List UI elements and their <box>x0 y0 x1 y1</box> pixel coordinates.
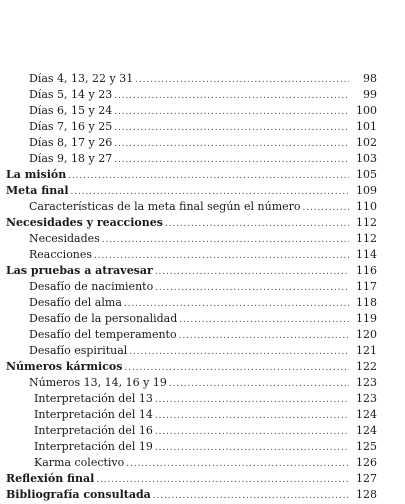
toc-page-number: 110 <box>356 200 377 213</box>
dot-leader <box>124 360 349 376</box>
toc-page-number: 124 <box>356 408 377 421</box>
toc-page-number: 101 <box>356 120 377 133</box>
toc-entry-title: Interpretación del 14 <box>34 408 153 421</box>
toc-entry-title: Necesidades y reacciones <box>6 216 163 229</box>
dot-leader <box>155 440 349 456</box>
toc-subsection-entry[interactable] <box>6 119 377 135</box>
toc-page-number: 102 <box>356 136 377 149</box>
toc-page-number: 123 <box>356 376 377 389</box>
toc-page-number: 128 <box>356 488 377 501</box>
toc-subsection-entry[interactable] <box>6 135 377 151</box>
dot-leader <box>129 344 349 360</box>
toc-page-number: 112 <box>356 232 377 245</box>
toc-page-number: 127 <box>356 472 377 485</box>
toc-entry-title: Desafío del temperamento <box>29 328 177 341</box>
toc-subsection-entry[interactable] <box>6 407 377 423</box>
toc-subsection-entry[interactable] <box>6 231 377 247</box>
toc-entry-title: La misión <box>6 168 67 181</box>
toc-subsection-entry[interactable] <box>6 311 377 327</box>
dot-leader <box>169 376 349 392</box>
dot-leader <box>155 392 349 408</box>
toc-entry-title: Desafío del alma <box>29 296 122 309</box>
dot-leader <box>114 136 349 152</box>
toc-page-number: 117 <box>356 280 377 293</box>
toc-entry-title: Karma colectivo <box>34 456 125 469</box>
toc-page-number: 98 <box>363 72 377 85</box>
toc-subsection-entry[interactable] <box>6 103 377 119</box>
toc-entry-title: Días 9, 18 y 27 <box>29 152 113 165</box>
toc-entry-title: Desafío de la personalidad <box>29 312 178 325</box>
toc-subsection-entry[interactable] <box>6 295 377 311</box>
toc-entry-title: Necesidades <box>29 232 100 245</box>
toc-section-entry[interactable] <box>6 183 377 199</box>
toc-subsection-entry[interactable] <box>6 375 377 391</box>
toc-subsection-entry[interactable] <box>6 87 377 103</box>
toc-entry-title: Números 13, 14, 16 y 19 <box>29 376 167 389</box>
toc-page-number: 112 <box>356 216 377 229</box>
toc-entry-title: Interpretación del 16 <box>34 424 153 437</box>
toc-entry-title: Números kármicos <box>6 360 123 373</box>
dot-leader <box>96 472 349 488</box>
toc-subsection-entry[interactable] <box>6 327 377 343</box>
toc-subsection-entry[interactable] <box>6 71 377 87</box>
toc-entry-title: Bibliografía consultada <box>6 488 151 501</box>
toc-subsection-entry[interactable] <box>6 151 377 167</box>
toc-subsection-entry[interactable] <box>6 455 377 471</box>
dot-leader <box>102 232 349 248</box>
toc-subsection-entry[interactable] <box>6 423 377 439</box>
dot-leader <box>153 488 349 504</box>
dot-leader <box>155 424 349 440</box>
toc-page-number: 122 <box>356 360 377 373</box>
toc-section-entry[interactable] <box>6 215 377 231</box>
toc-entry-title: Interpretación del 13 <box>34 392 153 405</box>
toc-entry-title: Días 7, 16 y 25 <box>29 120 113 133</box>
toc-page-number: 100 <box>356 104 377 117</box>
toc-page-number: 121 <box>356 344 377 357</box>
toc-section-entry[interactable] <box>6 263 377 279</box>
toc-entry-title: Días 6, 15 y 24 <box>29 104 113 117</box>
toc-entry-title: Reacciones <box>29 248 93 261</box>
toc-entry-title: Reflexión final <box>6 472 95 485</box>
toc-page-number: 105 <box>356 168 377 181</box>
toc-subsection-entry[interactable] <box>6 343 377 359</box>
dot-leader <box>179 312 349 328</box>
toc-section-entry[interactable] <box>6 167 377 183</box>
dot-leader <box>114 88 349 104</box>
toc-subsection-entry[interactable] <box>6 439 377 455</box>
toc-entry-title: Días 8, 17 y 26 <box>29 136 113 149</box>
toc-page-number: 125 <box>356 440 377 453</box>
toc-page-number: 126 <box>356 456 377 469</box>
toc-section-entry[interactable] <box>6 471 377 487</box>
dot-leader <box>303 200 349 216</box>
toc-page-number: 99 <box>363 88 377 101</box>
toc-entry-title: Interpretación del 19 <box>34 440 153 453</box>
dot-leader <box>155 280 349 296</box>
toc-page-number: 124 <box>356 424 377 437</box>
toc-subsection-entry[interactable] <box>6 247 377 263</box>
toc-subsection-entry[interactable] <box>6 391 377 407</box>
dot-leader <box>179 328 349 344</box>
toc-entry-title: Características de la meta final según el número <box>29 200 301 213</box>
toc-page-number: 123 <box>356 392 377 405</box>
toc-subsection-entry[interactable] <box>6 279 377 295</box>
toc-section-entry[interactable] <box>6 487 377 503</box>
dot-leader <box>155 264 349 280</box>
dot-leader <box>155 408 349 424</box>
toc-entry-title: Días 5, 14 y 23 <box>29 88 113 101</box>
dot-leader <box>114 104 349 120</box>
dot-leader <box>71 184 349 200</box>
toc-page-number: 116 <box>356 264 377 277</box>
toc-entry-title: Desafío espiritual <box>29 344 128 357</box>
toc-entry-title: Las pruebas a atravesar <box>6 264 153 277</box>
toc-entry-title: Días 4, 13, 22 y 31 <box>29 72 134 85</box>
dot-leader <box>124 296 349 312</box>
toc-subsection-entry[interactable] <box>6 199 377 215</box>
toc-page-number: 118 <box>356 296 377 309</box>
toc-entry-title: Desafío de nacimiento <box>29 280 154 293</box>
toc-page-number: 109 <box>356 184 377 197</box>
dot-leader <box>68 168 349 184</box>
toc-page-number: 103 <box>356 152 377 165</box>
toc-section-entry[interactable] <box>6 359 377 375</box>
toc-entry-title: Meta final <box>6 184 69 197</box>
dot-leader <box>135 72 349 88</box>
toc-page-number: 114 <box>356 248 377 261</box>
dot-leader <box>114 120 349 136</box>
dot-leader <box>94 248 349 264</box>
toc-page-number: 119 <box>356 312 377 325</box>
dot-leader <box>126 456 349 472</box>
dot-leader <box>165 216 349 232</box>
table-of-contents <box>6 71 377 503</box>
toc-page-number: 120 <box>356 328 377 341</box>
dot-leader <box>114 152 349 168</box>
